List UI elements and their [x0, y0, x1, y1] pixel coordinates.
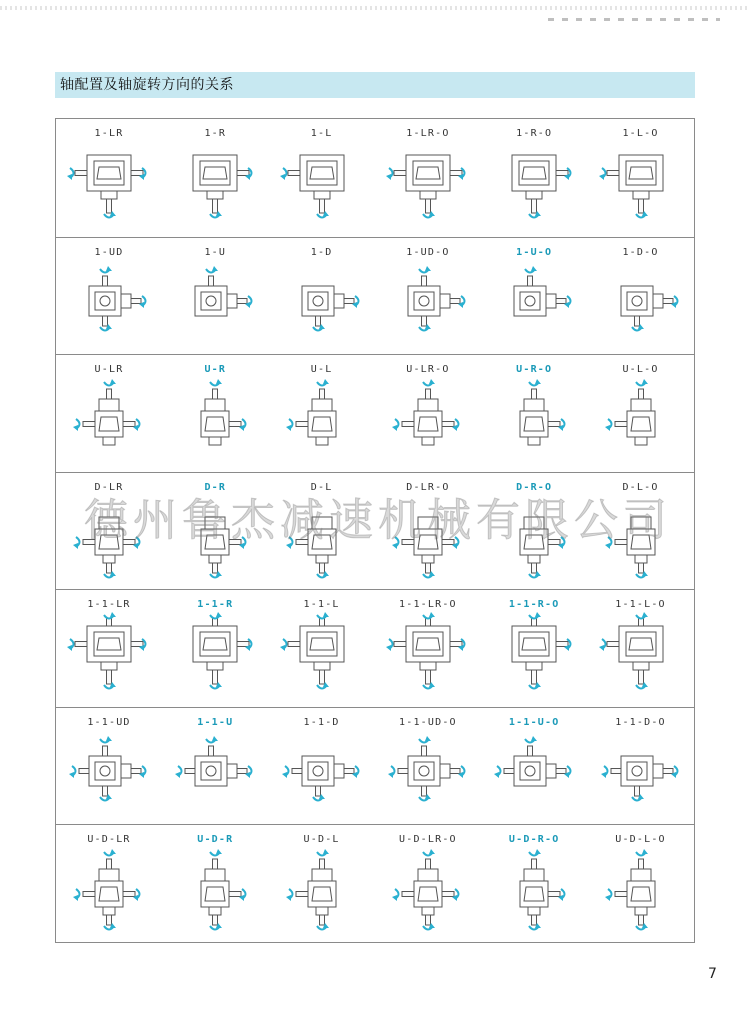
rotation-arrow-icon: [529, 612, 541, 619]
gearbox-diagram: [494, 616, 574, 700]
rotation-arrow-icon: [69, 766, 76, 778]
configuration-cell: [481, 825, 587, 942]
configuration-label: 1-1-D: [303, 716, 340, 728]
configuration-label: D-R-O: [516, 481, 553, 493]
rotation-arrow-icon: [104, 849, 116, 856]
configuration-label: 1-L: [310, 128, 333, 139]
gearbox-diagram: [388, 734, 468, 818]
gearbox-body: [83, 517, 135, 573]
gearbox-body: [615, 389, 655, 445]
configuration-cell: [56, 119, 162, 236]
configuration-cell: [588, 708, 694, 825]
gearbox-body: [83, 389, 135, 445]
configuration-cell: [588, 590, 694, 707]
rotation-arrow-icon: [210, 612, 222, 619]
rotation-arrow-icon: [73, 419, 80, 431]
gearbox-diagram: [175, 616, 255, 700]
configuration-cell: [162, 590, 268, 707]
rotation-arrow-icon: [636, 612, 648, 619]
gearbox-diagram: [601, 851, 681, 935]
gearbox-body: [288, 618, 344, 684]
configuration-cell: [56, 708, 162, 825]
configuration-cell: [375, 825, 481, 942]
gearbox-diagram: [69, 734, 149, 818]
gearbox-body: [296, 389, 336, 445]
gearbox-body: [621, 286, 673, 326]
gearbox-diagram: [282, 616, 362, 700]
gearbox-body: [296, 859, 336, 925]
configuration-label: D-LR-O: [406, 481, 450, 493]
configuration-label: U-L: [310, 364, 333, 375]
rotation-arrow-icon: [280, 639, 287, 651]
rotation-arrow-icon: [386, 168, 393, 180]
configuration-cell: [481, 590, 587, 707]
rotation-arrow-icon: [388, 766, 395, 778]
rotation-arrow-icon: [636, 849, 648, 856]
gearbox-diagram: [69, 145, 149, 229]
gearbox-diagram: [601, 734, 681, 818]
configuration-label: 1-R-O: [516, 128, 553, 139]
configuration-cell: [56, 825, 162, 942]
configuration-cell: [56, 473, 162, 590]
gearbox-body: [394, 155, 462, 213]
gearbox-body: [514, 276, 566, 316]
gearbox-diagram: [175, 145, 255, 229]
gearbox-body: [288, 155, 344, 213]
gearbox-diagram: [388, 264, 468, 348]
configuration-label: U-R-O: [516, 364, 553, 375]
rotation-arrow-icon: [104, 379, 116, 386]
configuration-label: 1-1-U: [197, 716, 234, 728]
configuration-label: 1-R: [204, 128, 227, 139]
configuration-cell: [481, 355, 587, 472]
gearbox-body: [520, 389, 560, 445]
top-dashed-mark: [548, 18, 720, 21]
gearbox-body: [402, 389, 454, 445]
configuration-cell: [269, 355, 375, 472]
rotation-arrow-icon: [206, 266, 218, 273]
gearbox-diagram: [494, 381, 574, 465]
configuration-label: 1-D: [310, 246, 333, 258]
rotation-arrow-icon: [73, 537, 80, 549]
gearbox-body: [185, 746, 247, 786]
configuration-label: U-D-LR: [87, 834, 131, 845]
configuration-label: 1-L-O: [622, 128, 659, 139]
gearbox-body: [89, 276, 141, 326]
configuration-cell: [269, 473, 375, 590]
configuration-label: U-D-R-O: [508, 834, 560, 845]
rotation-arrow-icon: [282, 766, 289, 778]
gearbox-diagram: [388, 145, 468, 229]
rotation-arrow-icon: [419, 266, 431, 273]
gearbox-diagram: [494, 851, 574, 935]
rotation-arrow-icon: [67, 168, 74, 180]
rotation-arrow-icon: [73, 889, 80, 901]
rotation-arrow-icon: [494, 766, 501, 778]
gearbox-diagram: [494, 264, 574, 348]
gearbox-diagram: [69, 616, 149, 700]
configuration-cell: [269, 825, 375, 942]
configuration-label: 1-1-L: [303, 599, 340, 610]
rotation-arrow-icon: [67, 639, 74, 651]
configuration-row: [56, 354, 694, 471]
configuration-cell: [269, 119, 375, 236]
gearbox-body: [302, 286, 354, 326]
configuration-cell: [375, 238, 481, 355]
gearbox-body: [201, 859, 241, 925]
gearbox-body: [408, 276, 460, 326]
gearbox-body: [195, 276, 247, 316]
gearbox-diagram: [175, 499, 255, 583]
shaft-configuration-table: [55, 118, 695, 943]
configuration-label: U-L-O: [622, 364, 659, 375]
gearbox-body: [296, 517, 336, 573]
gearbox-body: [75, 155, 143, 213]
configuration-cell: [481, 708, 587, 825]
rotation-arrow-icon: [104, 612, 116, 619]
configuration-label: 1-1-UD: [87, 716, 131, 728]
rotation-arrow-icon: [525, 736, 537, 743]
configuration-label: U-LR: [94, 364, 124, 375]
gearbox-diagram: [69, 851, 149, 935]
configuration-label: U-D-R: [197, 834, 234, 845]
gearbox-diagram: [175, 381, 255, 465]
gearbox-body: [398, 746, 460, 796]
configuration-cell: [269, 590, 375, 707]
rotation-arrow-icon: [175, 766, 182, 778]
rotation-arrow-icon: [317, 849, 329, 856]
gearbox-body: [615, 517, 655, 573]
configuration-label: U-R: [204, 364, 227, 375]
configuration-cell: [375, 708, 481, 825]
configuration-cell: [481, 119, 587, 236]
configuration-cell: [162, 708, 268, 825]
gearbox-diagram: [282, 499, 362, 583]
configuration-label: U-LR-O: [406, 364, 450, 375]
configuration-cell: [375, 473, 481, 590]
rotation-arrow-icon: [605, 419, 612, 431]
configuration-label: U-D-L: [303, 834, 340, 845]
rotation-arrow-icon: [286, 889, 293, 901]
configuration-cell: [588, 355, 694, 472]
rotation-arrow-icon: [386, 639, 393, 651]
configuration-label: 1-U: [204, 246, 227, 258]
gearbox-diagram: [494, 499, 574, 583]
configuration-label: U-D-LR-O: [399, 834, 457, 845]
configuration-cell: [56, 238, 162, 355]
rotation-arrow-icon: [423, 379, 435, 386]
gearbox-diagram: [175, 851, 255, 935]
gearbox-body: [83, 859, 135, 925]
rotation-arrow-icon: [317, 612, 329, 619]
rotation-arrow-icon: [529, 379, 541, 386]
gearbox-body: [75, 618, 143, 684]
gearbox-diagram: [601, 264, 681, 348]
rotation-arrow-icon: [423, 849, 435, 856]
rotation-arrow-icon: [525, 266, 537, 273]
configuration-row: [56, 237, 694, 354]
configuration-cell: [162, 119, 268, 236]
gearbox-diagram: [282, 145, 362, 229]
rotation-arrow-icon: [392, 889, 399, 901]
gearbox-body: [201, 389, 241, 445]
gearbox-diagram: [175, 264, 255, 348]
configuration-label: 1-1-D-O: [615, 716, 666, 728]
configuration-cell: [56, 355, 162, 472]
gearbox-body: [607, 155, 663, 213]
configuration-cell: [162, 825, 268, 942]
configuration-cell: [375, 590, 481, 707]
configuration-label: 1-LR: [94, 128, 124, 139]
configuration-cell: [56, 590, 162, 707]
section-title: 轴配置及轴旋转方向的关系: [55, 72, 695, 98]
gearbox-body: [402, 517, 454, 573]
configuration-cell: [162, 355, 268, 472]
configuration-label: 1-1-R: [197, 599, 234, 610]
rotation-arrow-icon: [419, 736, 431, 743]
configuration-cell: [588, 473, 694, 590]
rotation-arrow-icon: [317, 379, 329, 386]
gearbox-body: [394, 618, 462, 684]
configuration-label: 1-1-LR: [87, 599, 131, 610]
configuration-cell: [269, 238, 375, 355]
rotation-arrow-icon: [636, 379, 648, 386]
gearbox-body: [201, 517, 241, 573]
configuration-label: 1-D-O: [622, 246, 659, 258]
gearbox-diagram: [601, 616, 681, 700]
gearbox-body: [193, 618, 249, 684]
configuration-label: 1-1-U-O: [508, 716, 560, 728]
gearbox-diagram: [282, 851, 362, 935]
rotation-arrow-icon: [210, 379, 222, 386]
configuration-row: [56, 589, 694, 706]
rotation-arrow-icon: [210, 849, 222, 856]
rotation-arrow-icon: [599, 168, 606, 180]
configuration-row: [56, 824, 694, 941]
rotation-arrow-icon: [599, 639, 606, 651]
gearbox-diagram: [282, 381, 362, 465]
rotation-arrow-icon: [286, 419, 293, 431]
configuration-row: [56, 119, 694, 236]
configuration-cell: [588, 825, 694, 942]
rotation-arrow-icon: [100, 736, 112, 743]
gearbox-diagram: [494, 734, 574, 818]
configuration-label: 1-1-LR-O: [399, 599, 457, 610]
gearbox-diagram: [69, 499, 149, 583]
rotation-arrow-icon: [392, 419, 399, 431]
rotation-arrow-icon: [100, 266, 112, 273]
page-number: 7: [708, 966, 717, 982]
configuration-cell: [269, 708, 375, 825]
gearbox-body: [402, 859, 454, 925]
gearbox-body: [512, 618, 568, 684]
configuration-label: 1-1-UD-O: [399, 716, 457, 728]
top-decorative-line: [0, 6, 750, 10]
gearbox-body: [615, 859, 655, 925]
rotation-arrow-icon: [529, 849, 541, 856]
configuration-label: 1-UD: [94, 246, 124, 258]
gearbox-diagram: [282, 264, 362, 348]
configuration-label: 1-UD-O: [406, 246, 450, 258]
configuration-label: 1-U-O: [516, 246, 553, 258]
gearbox-body: [520, 517, 560, 573]
rotation-arrow-icon: [206, 736, 218, 743]
rotation-arrow-icon: [280, 168, 287, 180]
gearbox-body: [292, 756, 354, 796]
gearbox-diagram: [494, 145, 574, 229]
configuration-cell: [162, 473, 268, 590]
configuration-row: [56, 472, 694, 589]
rotation-arrow-icon: [392, 537, 399, 549]
gearbox-diagram: [601, 145, 681, 229]
configuration-label: D-LR: [94, 481, 124, 493]
gearbox-body: [504, 746, 566, 786]
configuration-cell: [162, 238, 268, 355]
gearbox-diagram: [175, 734, 255, 818]
gearbox-diagram: [69, 264, 149, 348]
gearbox-diagram: [388, 616, 468, 700]
gearbox-body: [520, 859, 560, 925]
rotation-arrow-icon: [423, 612, 435, 619]
configuration-label: 1-LR-O: [406, 128, 450, 139]
configuration-label: D-L: [310, 481, 333, 493]
configuration-label: 1-1-L-O: [615, 599, 666, 610]
gearbox-diagram: [388, 851, 468, 935]
company-watermark: 德州鲁杰减速机械有限公司: [84, 495, 672, 546]
configuration-cell: [375, 119, 481, 236]
gearbox-diagram: [69, 381, 149, 465]
rotation-arrow-icon: [605, 537, 612, 549]
gearbox-diagram: [388, 381, 468, 465]
configuration-cell: [588, 238, 694, 355]
configuration-label: D-R: [204, 481, 227, 493]
configuration-cell: [481, 238, 587, 355]
gearbox-diagram: [388, 499, 468, 583]
rotation-arrow-icon: [286, 537, 293, 549]
gearbox-body: [193, 155, 249, 213]
configuration-row: [56, 707, 694, 824]
gearbox-body: [79, 746, 141, 796]
configuration-cell: [588, 119, 694, 236]
configuration-label: 1-1-R-O: [508, 599, 560, 610]
gearbox-diagram: [601, 381, 681, 465]
configuration-label: D-L-O: [622, 481, 659, 493]
rotation-arrow-icon: [605, 889, 612, 901]
gearbox-diagram: [601, 499, 681, 583]
gearbox-body: [611, 756, 673, 796]
rotation-arrow-icon: [601, 766, 608, 778]
configuration-label: U-D-L-O: [615, 834, 666, 845]
gearbox-body: [607, 618, 663, 684]
gearbox-body: [512, 155, 568, 213]
gearbox-diagram: [282, 734, 362, 818]
configuration-cell: [481, 473, 587, 590]
configuration-cell: [375, 355, 481, 472]
